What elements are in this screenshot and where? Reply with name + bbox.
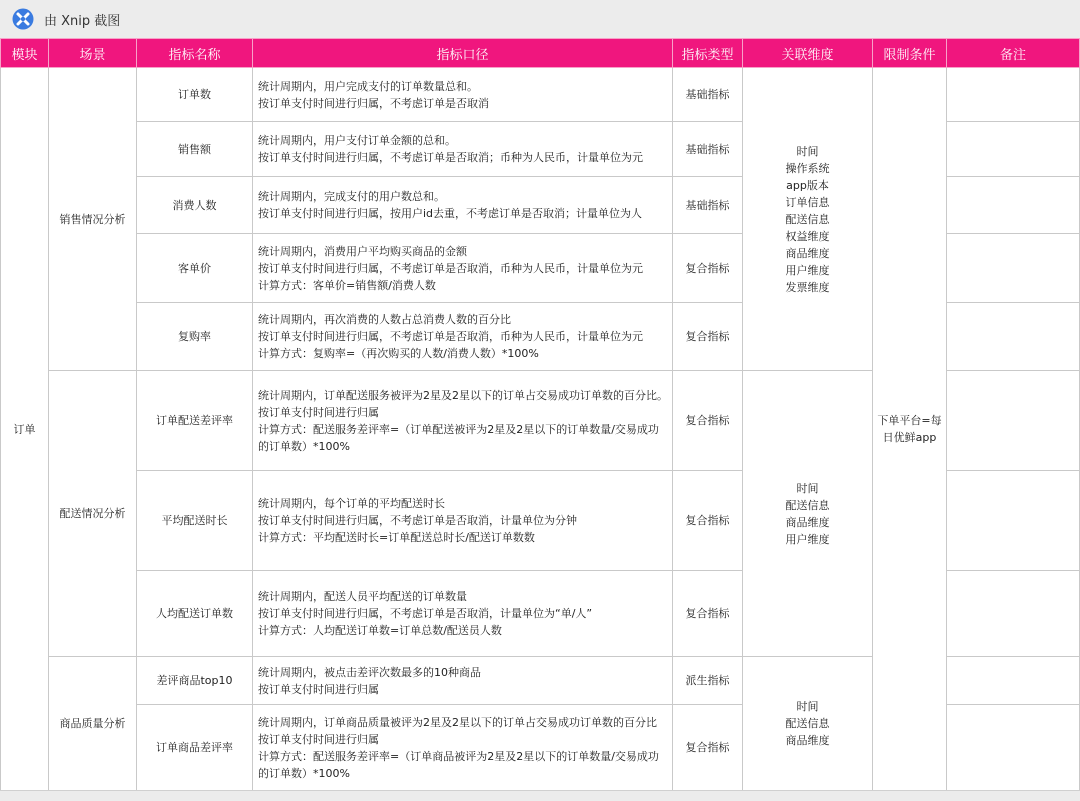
definition-line: 计算方式：复购率=（再次购买的人数/消费人数）*100% bbox=[258, 347, 539, 360]
metric-name: 人均配送订单数 bbox=[137, 571, 253, 657]
definition-line: 统计周期内，每个订单的平均配送时长 bbox=[258, 497, 445, 510]
metric-definition bbox=[253, 705, 673, 791]
dimension-item: 时间 bbox=[796, 481, 819, 495]
metric-name: 订单商品差评率 bbox=[137, 705, 253, 791]
metric-definition bbox=[253, 303, 673, 371]
metric-name: 消费人数 bbox=[137, 177, 253, 234]
dimension-item: 商品维度 bbox=[785, 515, 830, 529]
definition-line: 计算方式：人均配送订单数=订单总数/配送员人数 bbox=[258, 624, 502, 637]
dimension-item: 时间 bbox=[796, 700, 819, 713]
dimension-item: 用户维度 bbox=[785, 532, 830, 546]
table-row bbox=[1, 68, 1080, 122]
metric-name: 订单配送差评率 bbox=[137, 371, 253, 471]
definition-line: 统计周期内，订单配送服务被评为2星及2星以下的订单占交易成功订单数的百分比。 bbox=[258, 388, 668, 402]
definition-line: 统计周期内，订单商品质量被评为2星及2星以下的订单占交易成功订单数的百分比 bbox=[258, 715, 657, 729]
metrics-table bbox=[0, 38, 1080, 790]
xnip-app-icon bbox=[12, 8, 34, 30]
definition-line: 按订单支付时间进行归属 bbox=[258, 682, 379, 696]
definition-line: 按订单支付时间进行归属，不考虑订单是否取消，币种为人民币，计量单位为元 bbox=[258, 261, 643, 275]
definition-line: 统计周期内，消费用户平均购买商品的金额 bbox=[258, 244, 467, 258]
metric-type: 基础指标 bbox=[673, 68, 743, 122]
scene-cell-delivery: 配送情况分析 bbox=[49, 371, 137, 657]
metric-type: 基础指标 bbox=[673, 122, 743, 177]
metric-definition bbox=[253, 234, 673, 303]
metric-name: 差评商品top10 bbox=[137, 657, 253, 705]
definition-line: 按订单支付时间进行归属，不考虑订单是否取消，计量单位为“单/人” bbox=[258, 607, 593, 620]
metric-definition bbox=[253, 68, 673, 122]
window-title: 由 Xnip 截图 bbox=[44, 13, 121, 29]
dimensions-cell-quality bbox=[743, 657, 873, 791]
note-cell bbox=[947, 571, 1080, 657]
note-cell bbox=[947, 303, 1080, 371]
metrics-table-container bbox=[0, 38, 1080, 790]
header-dimensions: 关联维度 bbox=[743, 39, 873, 68]
metric-definition bbox=[253, 122, 673, 177]
dimension-item: 发票维度 bbox=[785, 280, 830, 294]
dimension-item: 商品维度 bbox=[785, 734, 830, 747]
metric-definition bbox=[253, 177, 673, 234]
dimension-item: 操作系统 bbox=[785, 161, 830, 175]
metric-type: 复合指标 bbox=[673, 371, 743, 471]
metric-definition bbox=[253, 371, 673, 471]
dimension-item: 用户维度 bbox=[785, 263, 830, 277]
metric-name: 复购率 bbox=[137, 303, 253, 371]
metric-name: 客单价 bbox=[137, 234, 253, 303]
dimension-item: 配送信息 bbox=[785, 498, 830, 512]
definition-line: 按订单支付时间进行归属，不考虑订单是否取消，币种为人民币，计量单位为元 bbox=[258, 330, 643, 343]
definition-line: 按订单支付时间进行归属，不考虑订单是否取消 bbox=[258, 96, 489, 110]
definition-line: 按订单支付时间进行归属，不考虑订单是否取消；币种为人民币，计量单位为元 bbox=[258, 151, 643, 164]
metric-type: 复合指标 bbox=[673, 234, 743, 303]
header-scene: 场景 bbox=[49, 39, 137, 68]
header-metric-definition: 指标口径 bbox=[253, 39, 673, 68]
metric-type: 基础指标 bbox=[673, 177, 743, 234]
metric-name: 销售额 bbox=[137, 122, 253, 177]
definition-line: 按订单支付时间进行归属，不考虑订单是否取消，计量单位为分钟 bbox=[258, 514, 577, 527]
definition-line: 计算方式：平均配送时长=订单配送总时长/配送订单数数 bbox=[258, 531, 535, 544]
note-cell bbox=[947, 705, 1080, 791]
metric-name: 订单数 bbox=[137, 68, 253, 122]
dimension-item: 权益维度 bbox=[785, 229, 830, 243]
dimensions-cell-sales bbox=[743, 68, 873, 371]
note-cell bbox=[947, 234, 1080, 303]
metric-type: 派生指标 bbox=[673, 657, 743, 705]
metric-type: 复合指标 bbox=[673, 705, 743, 791]
definition-line: 统计周期内，被点击差评次数最多的10种商品 bbox=[258, 665, 481, 679]
definition-line: 统计周期内，用户支付订单金额的总和。 bbox=[258, 134, 456, 147]
definition-line: 计算方式：配送服务差评率=（订单配送被评为2星及2星以下的订单数量/交易成功的订单数）*100% bbox=[258, 422, 659, 453]
note-cell bbox=[947, 371, 1080, 471]
metric-definition bbox=[253, 571, 673, 657]
dimension-item: 时间 bbox=[796, 144, 819, 158]
dimension-item: app版本 bbox=[786, 178, 829, 192]
dimensions-cell-delivery bbox=[743, 371, 873, 657]
definition-line: 按订单支付时间进行归属 bbox=[258, 405, 379, 419]
definition-line: 统计周期内，完成支付的用户数总和。 bbox=[258, 190, 445, 203]
metric-definition bbox=[253, 657, 673, 705]
definition-line: 按订单支付时间进行归属 bbox=[258, 732, 379, 746]
dimension-item: 配送信息 bbox=[785, 212, 830, 226]
metric-definition bbox=[253, 471, 673, 571]
scene-cell-quality: 商品质量分析 bbox=[49, 657, 137, 791]
note-cell bbox=[947, 657, 1080, 705]
definition-line: 统计周期内，再次消费的人数占总消费人数的百分比 bbox=[258, 313, 511, 326]
definition-line: 计算方式：客单价=销售额/消费人数 bbox=[258, 278, 436, 292]
dimension-item: 配送信息 bbox=[785, 717, 830, 730]
header-metric-name: 指标名称 bbox=[137, 39, 253, 68]
header-metric-type: 指标类型 bbox=[673, 39, 743, 68]
metric-type: 复合指标 bbox=[673, 471, 743, 571]
header-module: 模块 bbox=[1, 39, 49, 68]
definition-line: 按订单支付时间进行归属，按用户id去重，不考虑订单是否取消；计量单位为人 bbox=[258, 207, 643, 220]
note-cell bbox=[947, 471, 1080, 571]
window-bottom-bar bbox=[0, 790, 1080, 801]
scene-cell-sales: 销售情况分析 bbox=[49, 68, 137, 371]
limit-cell: 下单平台=每日优鲜app bbox=[873, 68, 947, 791]
window-titlebar bbox=[0, 0, 1080, 39]
definition-line: 计算方式：配送服务差评率=（订单商品被评为2星及2星以下的订单数量/交易成功的订单数）*100% bbox=[258, 749, 659, 780]
header-note: 备注 bbox=[947, 39, 1080, 68]
table-header-row bbox=[1, 39, 1080, 68]
dimension-item: 订单信息 bbox=[785, 195, 830, 209]
metric-type: 复合指标 bbox=[673, 571, 743, 657]
metric-type: 复合指标 bbox=[673, 303, 743, 371]
note-cell bbox=[947, 68, 1080, 122]
note-cell bbox=[947, 177, 1080, 234]
dimension-item: 商品维度 bbox=[785, 246, 830, 260]
metric-name: 平均配送时长 bbox=[137, 471, 253, 571]
module-cell: 订单 bbox=[1, 68, 49, 791]
note-cell bbox=[947, 122, 1080, 177]
definition-line: 统计周期内，用户完成支付的订单数量总和。 bbox=[258, 79, 478, 93]
definition-line: 统计周期内，配送人员平均配送的订单数量 bbox=[258, 590, 467, 603]
header-limit: 限制条件 bbox=[873, 39, 947, 68]
